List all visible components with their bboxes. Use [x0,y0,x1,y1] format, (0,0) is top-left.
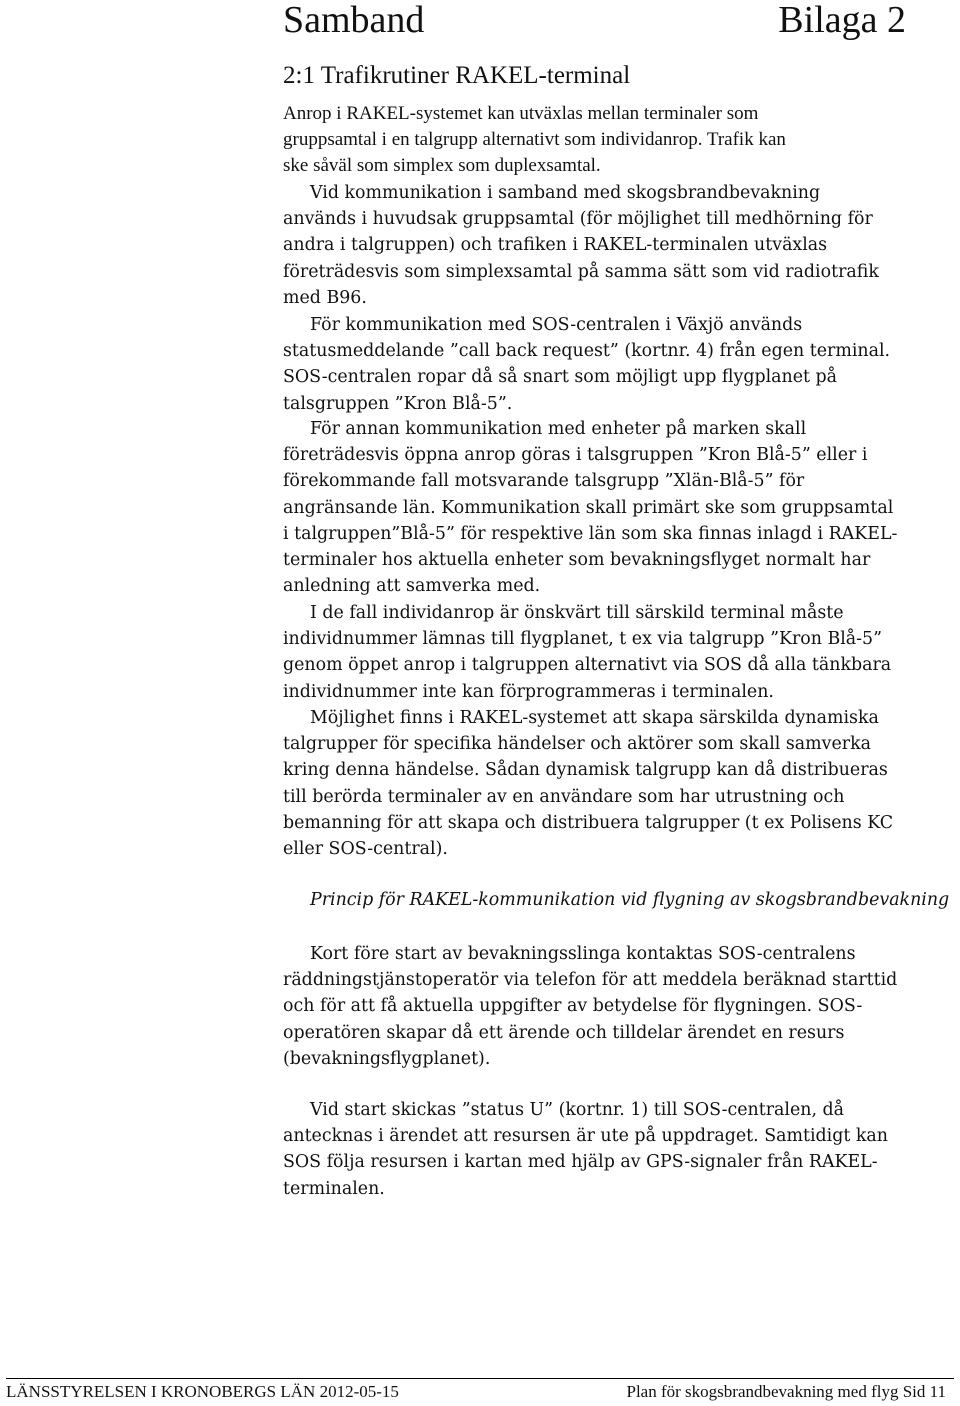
paragraph-line: talsgruppen ”Kron Blå-5”. [283,393,513,414]
paragraph-line: och för att få aktuella uppgifter av betydelse för flygningen. SOS- [283,996,863,1017]
paragraph-line: I de fall individanrop är önskvärt till särskild terminal måste [310,603,844,623]
paragraph-line: antecknas i ärendet att resursen är ute på uppdraget. Samtidigt kan [283,1126,888,1147]
document-title: Samband [283,0,425,41]
paragraph-line: För kommunikation med SOS-centralen i Växjö används [310,315,803,335]
paragraph-5 [283,600,955,705]
paragraph-line: talgrupper för specifika händelser och aktörer som skall samverka [283,734,871,755]
paragraph-line: förekommande fall motsvarande talsgrupp ”Xlän-Blå-5” för [283,471,805,492]
paragraph-line: terminaler hos aktuella enheter som bevakningsflyget normalt har [283,550,871,571]
paragraph-line: individnummer lämnas till flygplanet, t ex via talgrupp ”Kron Blå-5” [283,629,883,650]
paragraph-line: ske såväl som simplex som duplexsamtal. [283,155,601,177]
paragraph-line: (bevakningsflygplanet). [283,1048,491,1069]
paragraph-line: statusmeddelande ”call back request” (kortnr. 4) från egen terminal. [283,341,891,362]
paragraph-line: gruppsamtal i en talgrupp alternativt som individanrop. Trafik kan [283,129,786,151]
paragraph-line: Vid start skickas ”status U” (kortnr. 1) till SOS-centralen, då [310,1100,845,1120]
paragraph-line: SOS-centralen ropar då så snart som möjligt upp flygplanet på [283,367,838,388]
footer-left-text: LÄNSSTYRELSEN I KRONOBERGS LÄN 2012-05-15 [6,1382,399,1401]
paragraph-line: företrädesvis som simplexsamtal på samma sätt som vid radiotrafik [283,261,879,282]
subheading [283,887,960,913]
paragraph-line: företrädesvis öppna anrop göras i talsgruppen ”Kron Blå-5” eller i [283,445,868,466]
paragraph-line: SOS följa resursen i kartan med hjälp av GPS-signaler från RAKEL- [283,1152,878,1173]
paragraph-7 [283,941,955,1072]
paragraph-line: räddningstjänstoperatör via telefon för att meddela beräknad starttid [283,970,898,991]
paragraph-line: eller SOS-central). [283,839,448,860]
paragraph-line: För annan kommunikation med enheter på marken skall [310,419,807,439]
paragraph-line: Vid kommunikation i samband med skogsbrandbevakning [310,183,821,203]
paragraph-1 [283,101,955,180]
paragraph-line: anledning att samverka med. [283,576,541,597]
paragraph-line: genom öppet anrop i talgruppen alternativt via SOS då alla tänkbara [283,655,892,676]
paragraph-line: Anrop i RAKEL-systemet kan utväxlas mellan terminaler som [283,103,759,124]
paragraph-6 [283,705,955,862]
footer-divider [6,1378,954,1379]
subheading-text: Princip för RAKEL-kommunikation vid flygning av skogsbrandbevakning [310,890,950,910]
paragraph-line: terminalen. [283,1178,385,1199]
appendix-label: Bilaga 2 [778,0,906,41]
paragraph-line: individnummer inte kan förprogrammeras i terminalen. [283,681,774,702]
paragraph-line: används i huvudsak gruppsamtal (för möjlighet till medhörning för [283,209,873,230]
paragraph-4 [283,416,955,599]
paragraph-line: till berörda terminaler av en användare som har utrustning och [283,786,845,807]
footer-right-text: Plan för skogsbrandbevakning med flyg Sid 11 [626,1382,946,1401]
paragraph-8 [283,1097,955,1202]
paragraph-3 [283,312,955,417]
paragraph-line: kring denna händelse. Sådan dynamisk talgrupp kan då distribueras [283,760,888,781]
paragraph-line: med B96. [283,287,367,308]
paragraph-2 [283,180,955,311]
paragraph-line: i talgruppen”Blå-5” för respektive län som ska finnas inlagd i RAKEL- [283,523,898,544]
paragraph-line: operatören skapar då ett ärende och tilldelar ärendet en resurs [283,1022,845,1043]
section-heading: 2:1 Trafikrutiner RAKEL-terminal [283,62,631,89]
paragraph-line: angränsande län. Kommunikation skall primärt ske som gruppsamtal [283,497,894,518]
paragraph-line: andra i talgruppen) och trafiken i RAKEL-terminalen utväxlas [283,235,828,256]
paragraph-line: Kort före start av bevakningsslinga kontaktas SOS-centralens [310,944,856,964]
paragraph-line: Möjlighet finns i RAKEL-systemet att skapa särskilda dynamiska [310,708,879,728]
paragraph-line: bemanning för att skapa och distribuera talgrupper (t ex Polisens KC [283,812,894,833]
